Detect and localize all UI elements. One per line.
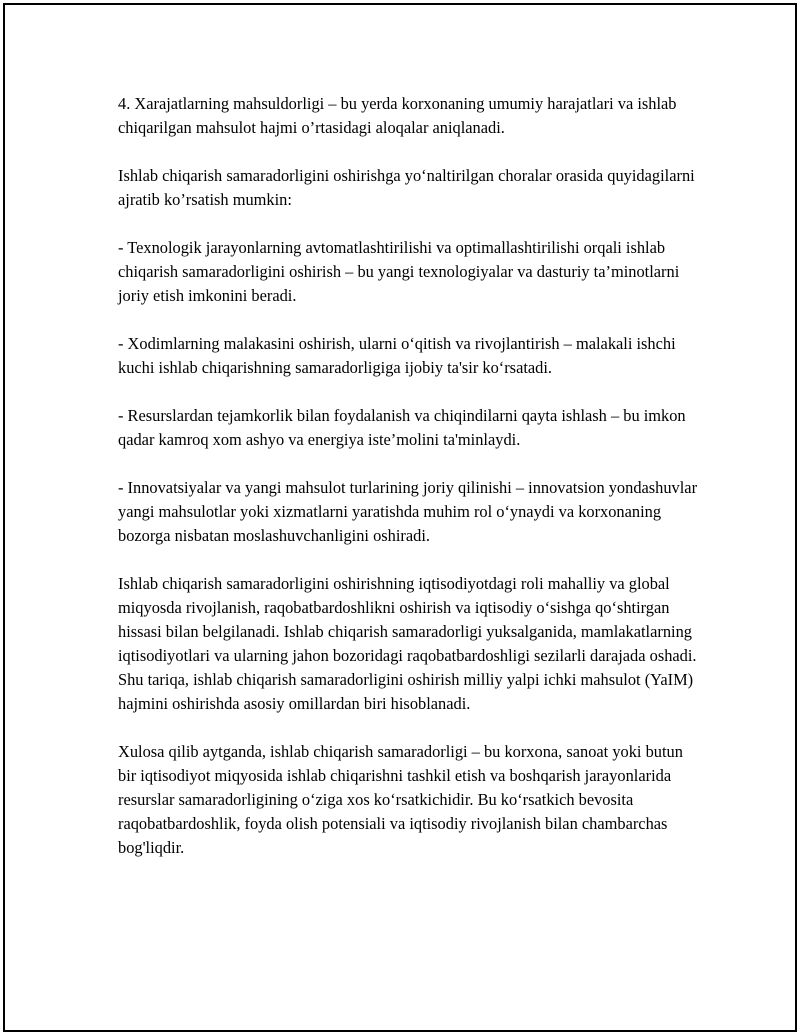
paragraph-economic-role: Ishlab chiqarish samaradorligini oshirishning iqtisodiyotdagi roli mahalliy va global miqyosda rivojlanish, raqobatbardoshlikni oshirish va iqtisodiy o‘sishga qo‘shtirgan hissasi bilan belgilanadi. Ishlab chiqarish samaradorligi yuksalganida, mamlakatlarning iqtisodiyotlari va ularning jahon bozoridagi raqobatbardoshligi sezilarli darajada oshadi. Shu tariqa, ishlab chiqarish samaradorligini oshirish milliy yalpi ichki mahsulot (YaIM) hajmini oshirishda asosiy omillardan biri hisoblanadi. (118, 574, 697, 713)
paragraph-innovation: - Innovatsiyalar va yangi mahsulot turlarining joriy qilinishi – innovatsion yondashuvlar yangi mahsulotlar yoki xizmatlarni yaratishda muhim rol o‘ynaydi va korxonaning bozorga nisbatan moslashuvchanligini oshiradi. (118, 478, 698, 545)
paragraph-staff-qualification: - Xodimlarning malakasini oshirish, ularni o‘qitish va rivojlantirish – malakali ishchi kuchi ishlab chiqarishning samaradorligiga ijobiy ta'sir ko‘rsatadi. (118, 334, 676, 377)
paragraph-measures-intro: Ishlab chiqarish samaradorligini oshirishga yo‘naltirilgan choralar orasida quyidagilarni ajratib ko’rsatish mumkin: (118, 166, 695, 209)
paragraph-technology-automation: - Texnologik jarayonlarning avtomatlashtirilishi va optimallashtirilishi orqali ishlab chiqarish samaradorligini oshirish – bu yangi texnologiyalar va dasturiy ta’minotlarni joriy etish imkonini beradi. (118, 238, 680, 305)
paragraph-resource-efficiency: - Resurslardan tejamkorlik bilan foydalanish va chiqindilarni qayta ishlash – bu imkon qadar kamroq xom ashyo va energiya iste’molini ta'minlaydi. (118, 406, 686, 449)
paragraph-expense-productivity: 4. Xarajatlarning mahsuldorligi – bu yerda korxonaning umumiy harajatlari va ishlab chiqarilgan mahsulot hajmi o’rtasidagi aloqalar aniqlanadi. (118, 94, 677, 137)
document-body (118, 92, 703, 860)
paragraph-conclusion: Xulosa qilib aytganda, ishlab chiqarish samaradorligi – bu korxona, sanoat yoki butun bir iqtisodiyot miqyosida ishlab chiqarishni tashkil etish va boshqarish jarayonlarida resurslar samaradorligining o‘ziga xos ko‘rsatkichidir. Bu ko‘rsatkich bevosita raqobatbardoshlik, foyda olish potensiali va iqtisodiy rivojlanish bilan chambarchas bog'liqdir. (118, 742, 683, 857)
